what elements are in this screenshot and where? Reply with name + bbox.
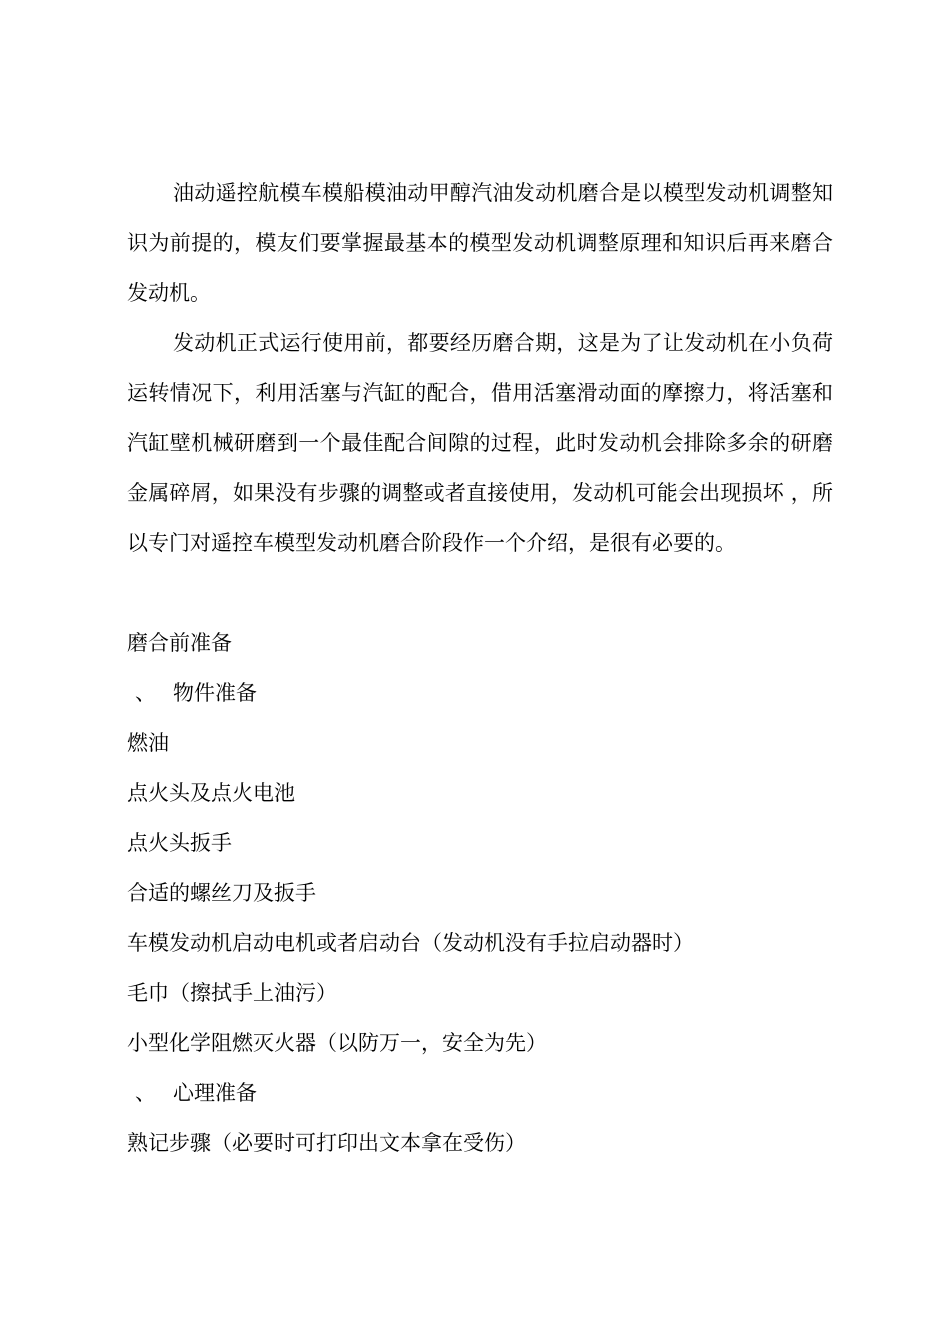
subsection-label: 物件准备 — [173, 681, 257, 705]
subsection-label: 心理准备 — [173, 1081, 257, 1105]
subsection-heading-materials — [135, 668, 257, 718]
intro-paragraph: 油动遥控航模车模船模油动甲醇汽油发动机磨合是以模型发动机调整知识为前提的，模友们要掌握最基本的模型发动机调整原理和知识后再来磨合发动机。 — [127, 181, 833, 305]
list-item: 熟记步骤（必要时可打印出文本拿在受伤） — [127, 1131, 526, 1155]
list-item: 点火头及点火电池 — [127, 781, 295, 805]
list-marker: 、 — [135, 1081, 156, 1105]
list-item: 小型化学阻燃灭火器（以防万一，安全为先） — [127, 1031, 547, 1055]
subsection-heading-mental — [135, 1068, 257, 1118]
list-item: 燃油 — [127, 731, 169, 755]
section-title: 磨合前准备 — [127, 631, 232, 655]
list-item: 点火头扳手 — [127, 831, 232, 855]
break-in-paragraph: 发动机正式运行使用前，都要经历磨合期，这是为了让发动机在小负荷运转情况下，利用活塞与汽缸的配合，借用活塞滑动面的摩擦力，将活塞和汽缸壁机械研磨到一个最佳配合间隙的过程，此时发动机会排除多余的研磨金属碎屑，如果没有步骤的调整或者直接使用，发动机可能会出现损坏 ，所以专门对遥控车模型发动机磨合阶段作一个介绍，是很有必要的。 — [127, 331, 833, 555]
list-item: 毛巾（擦拭手上油污） — [127, 981, 337, 1005]
list-marker: 、 — [135, 681, 156, 705]
list-item: 车模发动机启动电机或者启动台（发动机没有手拉启动器时） — [127, 931, 694, 955]
list-item: 合适的螺丝刀及扳手 — [127, 881, 316, 905]
